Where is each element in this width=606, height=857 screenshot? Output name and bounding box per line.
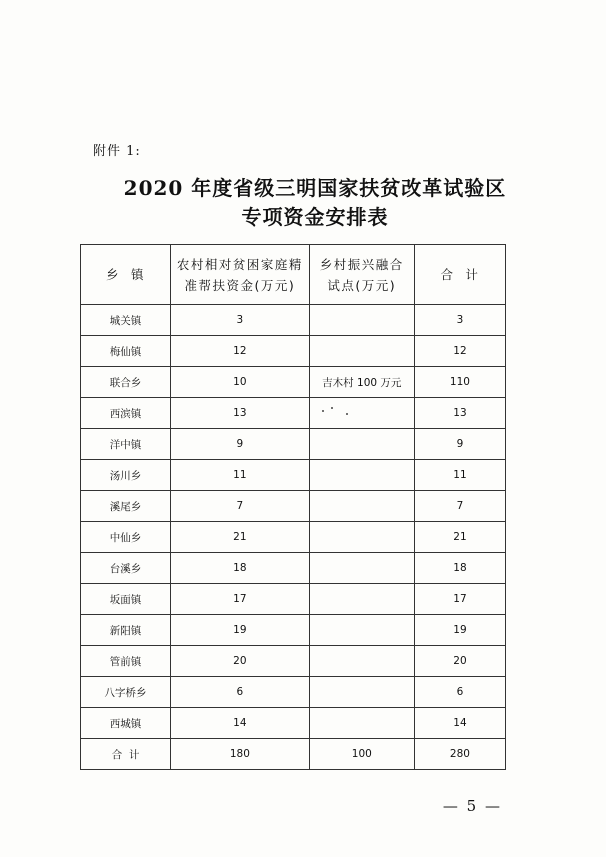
- header-township: [81, 245, 171, 305]
- cell-poverty-fund: 9: [171, 429, 310, 460]
- cell-revitalization: [309, 615, 414, 646]
- sum-poverty-fund: 180: [171, 739, 310, 770]
- cell-revitalization: [309, 398, 414, 429]
- cell-revitalization: [309, 429, 414, 460]
- cell-revitalization: [309, 522, 414, 553]
- table-row: [81, 367, 506, 398]
- header-total-label: 合 计: [440, 267, 480, 282]
- table-row: [81, 708, 506, 739]
- header-revitalization: [309, 245, 414, 305]
- cell-revitalization: [309, 336, 414, 367]
- cell-revitalization: 吉木村 100 万元: [309, 367, 414, 398]
- cell-poverty-fund: 7: [171, 491, 310, 522]
- table-row: [81, 553, 506, 584]
- sum-total: 280: [414, 739, 505, 770]
- cell-total: 20: [414, 646, 505, 677]
- cell-township: 新阳镇: [81, 615, 171, 646]
- table-header-row: [81, 245, 506, 305]
- cell-township: 城关镇: [81, 305, 171, 336]
- cell-township: 西城镇: [81, 708, 171, 739]
- cell-poverty-fund: 3: [171, 305, 310, 336]
- table-row: [81, 584, 506, 615]
- cell-total: 110: [414, 367, 505, 398]
- document-title-line2: 专项资金安排表: [241, 205, 389, 229]
- header-poverty-fund: [171, 245, 310, 305]
- cell-poverty-fund: 21: [171, 522, 310, 553]
- cell-poverty-fund: 14: [171, 708, 310, 739]
- header-poverty-fund-line2: 准帮扶资金(万元): [184, 277, 296, 293]
- attachment-label: 附件 1:: [93, 144, 141, 159]
- cell-township: 管前镇: [81, 646, 171, 677]
- table-row: [81, 677, 506, 708]
- table-row: [81, 398, 506, 429]
- header-poverty-fund-line1: 农村相对贫困家庭精: [176, 256, 303, 272]
- cell-poverty-fund: 10: [171, 367, 310, 398]
- cell-total: 13: [414, 398, 505, 429]
- table-row: [81, 646, 506, 677]
- sum-label: 合 计: [81, 739, 171, 770]
- cell-poverty-fund: 12: [171, 336, 310, 367]
- cell-township: 溪尾乡: [81, 491, 171, 522]
- scan-speck: [346, 413, 348, 415]
- table-row: [81, 460, 506, 491]
- cell-total: 19: [414, 615, 505, 646]
- cell-total: 18: [414, 553, 505, 584]
- header-township-label: 乡 镇: [106, 267, 145, 282]
- cell-total: 6: [414, 677, 505, 708]
- cell-poverty-fund: 11: [171, 460, 310, 491]
- table-row: [81, 522, 506, 553]
- table-row: [81, 336, 506, 367]
- cell-revitalization: [309, 646, 414, 677]
- cell-revitalization: [309, 708, 414, 739]
- cell-total: 14: [414, 708, 505, 739]
- cell-total: 7: [414, 491, 505, 522]
- table-row: [81, 491, 506, 522]
- fund-allocation-table: [80, 244, 506, 770]
- cell-poverty-fund: 13: [171, 398, 310, 429]
- cell-township: 西滨镇: [81, 398, 171, 429]
- table-row: [81, 615, 506, 646]
- scan-speck: [331, 407, 333, 409]
- table-sum-row: [81, 739, 506, 770]
- cell-township: 汤川乡: [81, 460, 171, 491]
- cell-revitalization: [309, 491, 414, 522]
- cell-township: 联合乡: [81, 367, 171, 398]
- cell-revitalization: [309, 460, 414, 491]
- sum-revitalization: 100: [309, 739, 414, 770]
- cell-township: 台溪乡: [81, 553, 171, 584]
- cell-poverty-fund: 20: [171, 646, 310, 677]
- table-row: [81, 429, 506, 460]
- cell-township: 洋中镇: [81, 429, 171, 460]
- cell-poverty-fund: 17: [171, 584, 310, 615]
- cell-poverty-fund: 18: [171, 553, 310, 584]
- cell-total: 9: [414, 429, 505, 460]
- header-total: [414, 245, 505, 305]
- scan-speck: [322, 410, 324, 412]
- cell-township: 八字桥乡: [81, 677, 171, 708]
- header-revitalization-line2: 试点(万元): [327, 277, 397, 293]
- cell-township: 坂面镇: [81, 584, 171, 615]
- header-revitalization-line1: 乡村振兴融合: [319, 256, 404, 272]
- cell-revitalization: [309, 553, 414, 584]
- cell-township: 梅仙镇: [81, 336, 171, 367]
- page-number: — 5 —: [442, 797, 502, 815]
- cell-total: 17: [414, 584, 505, 615]
- cell-revitalization: [309, 305, 414, 336]
- cell-revitalization: [309, 584, 414, 615]
- cell-total: 21: [414, 522, 505, 553]
- cell-revitalization: [309, 677, 414, 708]
- cell-total: 3: [414, 305, 505, 336]
- table-row: [81, 305, 506, 336]
- cell-township: 中仙乡: [81, 522, 171, 553]
- cell-poverty-fund: 6: [171, 677, 310, 708]
- cell-total: 12: [414, 336, 505, 367]
- cell-poverty-fund: 19: [171, 615, 310, 646]
- cell-total: 11: [414, 460, 505, 491]
- document-title-line1: 2020 年度省级三明国家扶贫改革试验区: [123, 176, 507, 200]
